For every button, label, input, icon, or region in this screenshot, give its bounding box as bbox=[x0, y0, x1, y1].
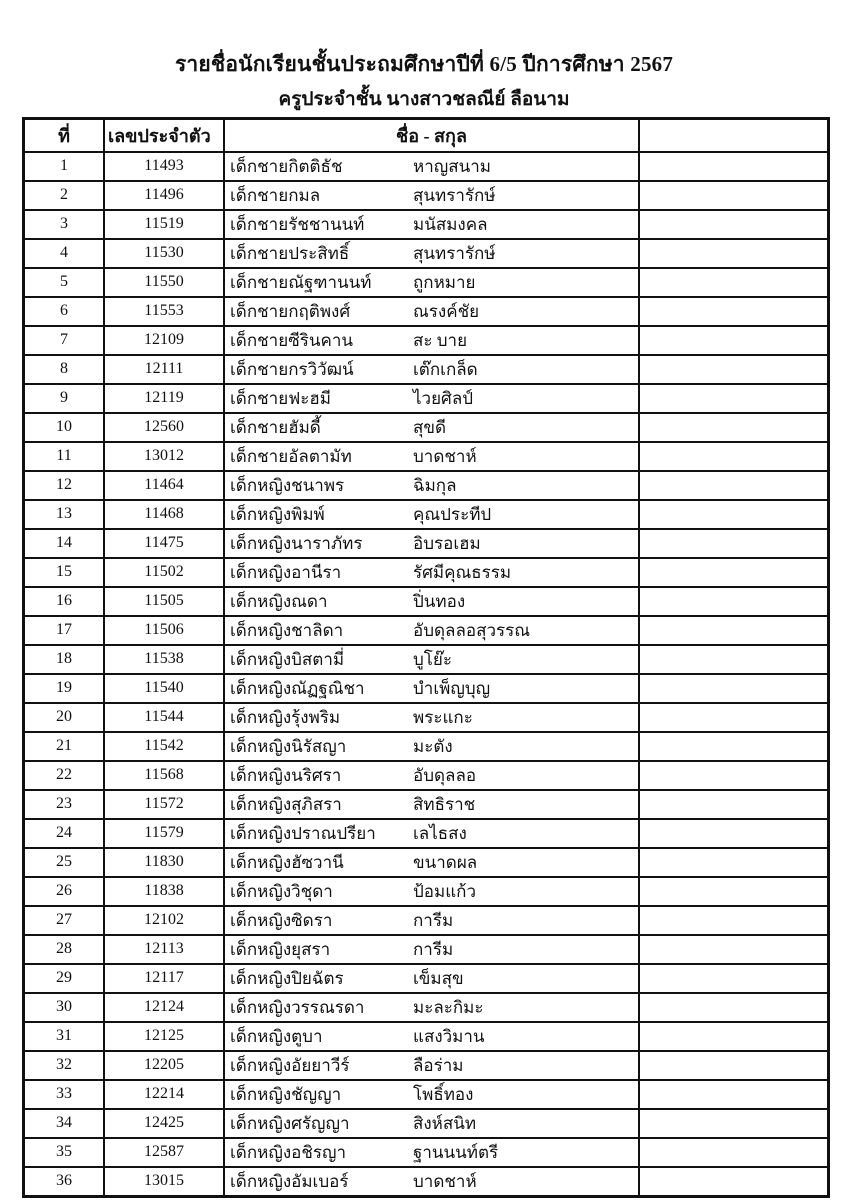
table-row bbox=[24, 877, 829, 906]
last-name: สิทธิราช bbox=[413, 794, 476, 814]
last-name: แสงวิมาน bbox=[413, 1026, 485, 1046]
last-name: สุขดี bbox=[413, 417, 447, 437]
first-name: เด็กชายซีรินคาน bbox=[230, 330, 354, 350]
row-number: 33 bbox=[24, 1080, 105, 1109]
last-name: การีม bbox=[413, 910, 454, 930]
student-id: 12587 bbox=[104, 1138, 224, 1167]
table-row bbox=[24, 1051, 829, 1080]
row-number: 8 bbox=[24, 355, 105, 384]
student-id: 13015 bbox=[104, 1167, 224, 1197]
student-id: 11838 bbox=[104, 877, 224, 906]
first-name: เด็กชายอัลตามัท bbox=[230, 446, 352, 466]
last-name: ถูกหมาย bbox=[413, 272, 476, 292]
table-row bbox=[24, 442, 829, 471]
first-name: เด็กหญิงณัฏฐณิชา bbox=[230, 678, 365, 698]
student-id: 12214 bbox=[104, 1080, 224, 1109]
student-name-cell bbox=[224, 152, 639, 181]
first-name: เด็กหญิงปราณปรียา bbox=[230, 823, 376, 843]
student-name-cell bbox=[224, 616, 639, 645]
table-row bbox=[24, 1167, 829, 1197]
student-name-cell bbox=[224, 848, 639, 877]
blank-cell bbox=[639, 471, 829, 500]
table-row bbox=[24, 616, 829, 645]
student-id: 11464 bbox=[104, 471, 224, 500]
student-id: 11553 bbox=[104, 297, 224, 326]
first-name: เด็กชายกรวิวัฒน์ bbox=[230, 359, 354, 379]
table-row bbox=[24, 152, 829, 181]
student-name-cell bbox=[224, 819, 639, 848]
blank-cell bbox=[639, 297, 829, 326]
table-row bbox=[24, 355, 829, 384]
blank-cell bbox=[639, 181, 829, 210]
blank-cell bbox=[639, 732, 829, 761]
row-number: 5 bbox=[24, 268, 105, 297]
table-row bbox=[24, 906, 829, 935]
table-row bbox=[24, 181, 829, 210]
row-number: 17 bbox=[24, 616, 105, 645]
blank-cell bbox=[639, 848, 829, 877]
row-number: 3 bbox=[24, 210, 105, 239]
student-name-cell bbox=[224, 384, 639, 413]
student-id: 11506 bbox=[104, 616, 224, 645]
student-id: 11830 bbox=[104, 848, 224, 877]
first-name: เด็กหญิงชัญญา bbox=[230, 1084, 342, 1104]
blank-cell bbox=[639, 1138, 829, 1167]
student-id: 11544 bbox=[104, 703, 224, 732]
last-name: มนัสมงคล bbox=[413, 214, 488, 234]
blank-cell bbox=[639, 500, 829, 529]
table-row bbox=[24, 703, 829, 732]
blank-cell bbox=[639, 1022, 829, 1051]
table-row bbox=[24, 587, 829, 616]
row-number: 23 bbox=[24, 790, 105, 819]
row-number: 19 bbox=[24, 674, 105, 703]
student-id: 12425 bbox=[104, 1109, 224, 1138]
blank-cell bbox=[639, 152, 829, 181]
student-id: 12205 bbox=[104, 1051, 224, 1080]
table-row bbox=[24, 964, 829, 993]
last-name: มะตัง bbox=[413, 736, 453, 756]
student-name-cell bbox=[224, 877, 639, 906]
col-header-blank bbox=[639, 119, 829, 152]
row-number: 32 bbox=[24, 1051, 105, 1080]
last-name: ปิ่นทอง bbox=[413, 591, 466, 611]
first-name: เด็กหญิงอัยยาวีร์ bbox=[230, 1055, 350, 1075]
blank-cell bbox=[639, 529, 829, 558]
row-number: 28 bbox=[24, 935, 105, 964]
table-row bbox=[24, 790, 829, 819]
student-id: 12109 bbox=[104, 326, 224, 355]
teacher-line: ครูประจำชั้น นางสาวชลณีย์ ลือนาม bbox=[278, 89, 570, 110]
table-row bbox=[24, 210, 829, 239]
row-number: 16 bbox=[24, 587, 105, 616]
blank-cell bbox=[639, 384, 829, 413]
student-id: 12111 bbox=[104, 355, 224, 384]
table-row bbox=[24, 558, 829, 587]
last-name: บาดชาห์ bbox=[413, 1171, 477, 1191]
student-id: 11572 bbox=[104, 790, 224, 819]
row-number: 10 bbox=[24, 413, 105, 442]
row-number: 15 bbox=[24, 558, 105, 587]
first-name: เด็กหญิงฮัซวานี bbox=[230, 852, 344, 872]
blank-cell bbox=[639, 355, 829, 384]
table-row bbox=[24, 732, 829, 761]
blank-cell bbox=[639, 413, 829, 442]
last-name: บำเพ็ญบุญ bbox=[413, 678, 491, 698]
header-row bbox=[24, 119, 829, 152]
table-row bbox=[24, 1022, 829, 1051]
last-name: สุนทรารักษ์ bbox=[413, 185, 496, 205]
first-name: เด็กหญิงศรัญญา bbox=[230, 1113, 350, 1133]
first-name: เด็กหญิงอชิรญา bbox=[230, 1142, 347, 1162]
student-name-cell bbox=[224, 297, 639, 326]
student-name-cell bbox=[224, 761, 639, 790]
row-number: 31 bbox=[24, 1022, 105, 1051]
student-name-cell bbox=[224, 210, 639, 239]
student-name-cell bbox=[224, 732, 639, 761]
last-name: โพธิ์ทอง bbox=[413, 1084, 474, 1104]
blank-cell bbox=[639, 935, 829, 964]
student-id: 11538 bbox=[104, 645, 224, 674]
table-row bbox=[24, 848, 829, 877]
student-name-cell bbox=[224, 326, 639, 355]
last-name: ฉิมกุล bbox=[413, 475, 457, 495]
student-name-cell bbox=[224, 1167, 639, 1197]
student-name-cell bbox=[224, 355, 639, 384]
table-body bbox=[24, 152, 829, 1197]
student-name-cell bbox=[224, 906, 639, 935]
student-id: 12113 bbox=[104, 935, 224, 964]
last-name: พระแกะ bbox=[413, 707, 473, 727]
last-name: อิบรอเฮม bbox=[413, 533, 481, 553]
blank-cell bbox=[639, 819, 829, 848]
first-name: เด็กหญิงณดา bbox=[230, 591, 328, 611]
student-name-cell bbox=[224, 790, 639, 819]
table-row bbox=[24, 413, 829, 442]
row-number: 29 bbox=[24, 964, 105, 993]
blank-cell bbox=[639, 558, 829, 587]
last-name: การีม bbox=[413, 939, 454, 959]
last-name: ฐานนนท์ตรี bbox=[413, 1142, 499, 1162]
table-row bbox=[24, 761, 829, 790]
first-name: เด็กหญิงนริศรา bbox=[230, 765, 342, 785]
row-number: 35 bbox=[24, 1138, 105, 1167]
student-id: 11579 bbox=[104, 819, 224, 848]
row-number: 20 bbox=[24, 703, 105, 732]
student-name-cell bbox=[224, 413, 639, 442]
table-row bbox=[24, 1109, 829, 1138]
blank-cell bbox=[639, 1051, 829, 1080]
first-name: เด็กชายกฤติพงศ์ bbox=[230, 301, 351, 321]
student-id: 11540 bbox=[104, 674, 224, 703]
last-name: สะ บาย bbox=[413, 330, 468, 350]
first-name: เด็กหญิงบิสตามี่ bbox=[230, 649, 345, 669]
table-row bbox=[24, 297, 829, 326]
student-id: 11493 bbox=[104, 152, 224, 181]
row-number: 30 bbox=[24, 993, 105, 1022]
student-name-cell bbox=[224, 993, 639, 1022]
blank-cell bbox=[639, 1109, 829, 1138]
student-name-cell bbox=[224, 471, 639, 500]
row-number: 11 bbox=[24, 442, 105, 471]
student-name-cell bbox=[224, 1080, 639, 1109]
last-name: ณรงค์ชัย bbox=[413, 301, 480, 321]
student-name-cell bbox=[224, 500, 639, 529]
row-number: 36 bbox=[24, 1167, 105, 1197]
last-name: คุณประทีป bbox=[413, 504, 492, 524]
first-name: เด็กหญิงนาราภัทร bbox=[230, 533, 363, 553]
student-name-cell bbox=[224, 645, 639, 674]
col-header-student-id: เลขประจำตัว bbox=[104, 119, 224, 152]
blank-cell bbox=[639, 674, 829, 703]
first-name: เด็กหญิงชนาพร bbox=[230, 475, 345, 495]
last-name: บาดชาห์ bbox=[413, 446, 477, 466]
student-id: 12125 bbox=[104, 1022, 224, 1051]
last-name: เต๊กเกล็ด bbox=[413, 359, 478, 379]
blank-cell bbox=[639, 761, 829, 790]
student-name-cell bbox=[224, 964, 639, 993]
page-title: รายชื่อนักเรียนชั้นประถมศึกษาปีที่ 6/5 ปีการศึกษา 2567 bbox=[174, 52, 674, 76]
table-row bbox=[24, 471, 829, 500]
student-name-cell bbox=[224, 558, 639, 587]
row-number: 21 bbox=[24, 732, 105, 761]
first-name: เด็กชายณัฐฑานนท์ bbox=[230, 272, 372, 292]
table-row bbox=[24, 819, 829, 848]
row-number: 9 bbox=[24, 384, 105, 413]
last-name: อับดุลลอ bbox=[413, 765, 477, 785]
first-name: เด็กหญิงนิรัสญา bbox=[230, 736, 347, 756]
first-name: เด็กหญิงซิดรา bbox=[230, 910, 333, 930]
col-header-no: ที่ bbox=[24, 119, 105, 152]
student-name-cell bbox=[224, 529, 639, 558]
student-name-cell bbox=[224, 1022, 639, 1051]
student-name-cell bbox=[224, 1109, 639, 1138]
table-row bbox=[24, 645, 829, 674]
blank-cell bbox=[639, 442, 829, 471]
first-name: เด็กหญิงตูบา bbox=[230, 1026, 323, 1046]
row-number: 1 bbox=[24, 152, 105, 181]
last-name: เข็มสุข bbox=[413, 968, 464, 988]
first-name: เด็กหญิงอานีรา bbox=[230, 562, 342, 582]
col-header-name: ชื่อ - สกุล bbox=[224, 119, 639, 152]
blank-cell bbox=[639, 239, 829, 268]
first-name: เด็กหญิงปิยฉัตร bbox=[230, 968, 344, 988]
row-number: 7 bbox=[24, 326, 105, 355]
row-number: 27 bbox=[24, 906, 105, 935]
student-id: 13012 bbox=[104, 442, 224, 471]
student-id: 11568 bbox=[104, 761, 224, 790]
table-row bbox=[24, 529, 829, 558]
student-id: 11496 bbox=[104, 181, 224, 210]
row-number: 34 bbox=[24, 1109, 105, 1138]
last-name: หาญสนาม bbox=[413, 156, 491, 176]
row-number: 24 bbox=[24, 819, 105, 848]
table-header bbox=[24, 119, 829, 152]
student-id: 11542 bbox=[104, 732, 224, 761]
blank-cell bbox=[639, 790, 829, 819]
blank-cell bbox=[639, 616, 829, 645]
student-id: 11519 bbox=[104, 210, 224, 239]
last-name: ลือร่าม bbox=[413, 1055, 464, 1075]
blank-cell bbox=[639, 645, 829, 674]
student-id: 11550 bbox=[104, 268, 224, 297]
table-row bbox=[24, 326, 829, 355]
last-name: มะละกิมะ bbox=[413, 997, 484, 1017]
student-id: 11502 bbox=[104, 558, 224, 587]
student-id: 12102 bbox=[104, 906, 224, 935]
row-number: 4 bbox=[24, 239, 105, 268]
student-id: 12124 bbox=[104, 993, 224, 1022]
row-number: 26 bbox=[24, 877, 105, 906]
first-name: เด็กชายฟะฮมี bbox=[230, 388, 331, 408]
student-id: 12560 bbox=[104, 413, 224, 442]
blank-cell bbox=[639, 964, 829, 993]
student-name-cell bbox=[224, 268, 639, 297]
blank-cell bbox=[639, 993, 829, 1022]
table-row bbox=[24, 674, 829, 703]
first-name: เด็กหญิงยุสรา bbox=[230, 939, 331, 959]
student-name-cell bbox=[224, 935, 639, 964]
student-name-cell bbox=[224, 1051, 639, 1080]
first-name: เด็กหญิงอัมเบอร์ bbox=[230, 1171, 349, 1191]
student-name-cell bbox=[224, 587, 639, 616]
row-number: 13 bbox=[24, 500, 105, 529]
student-roster-table bbox=[22, 117, 830, 1198]
student-id: 11505 bbox=[104, 587, 224, 616]
blank-cell bbox=[639, 703, 829, 732]
row-number: 2 bbox=[24, 181, 105, 210]
table-row bbox=[24, 384, 829, 413]
last-name: ไวยศิลป์ bbox=[413, 388, 474, 408]
table-row bbox=[24, 993, 829, 1022]
first-name: เด็กหญิงวิชุดา bbox=[230, 881, 333, 901]
last-name: สิงห์สนิท bbox=[413, 1113, 477, 1133]
last-name: เลไธสง bbox=[413, 823, 467, 843]
table-row bbox=[24, 268, 829, 297]
student-id: 11475 bbox=[104, 529, 224, 558]
student-id: 11530 bbox=[104, 239, 224, 268]
student-name-cell bbox=[224, 181, 639, 210]
blank-cell bbox=[639, 1080, 829, 1109]
row-number: 12 bbox=[24, 471, 105, 500]
blank-cell bbox=[639, 906, 829, 935]
first-name: เด็กหญิงวรรณรดา bbox=[230, 997, 365, 1017]
student-name-cell bbox=[224, 1138, 639, 1167]
table-row bbox=[24, 1138, 829, 1167]
table-row bbox=[24, 500, 829, 529]
last-name: อับดุลลอสุวรรณ bbox=[413, 620, 531, 640]
first-name: เด็กชายประสิทธิ์ bbox=[230, 243, 350, 263]
row-number: 18 bbox=[24, 645, 105, 674]
first-name: เด็กหญิงพิมพ์ bbox=[230, 504, 325, 524]
student-name-cell bbox=[224, 674, 639, 703]
student-id: 12117 bbox=[104, 964, 224, 993]
first-name: เด็กชายกิตติธัช bbox=[230, 156, 343, 176]
last-name: ป้อมแก้ว bbox=[413, 881, 477, 901]
last-name: ขนาดผล bbox=[413, 852, 478, 872]
first-name: เด็กชายกมล bbox=[230, 185, 321, 205]
blank-cell bbox=[639, 210, 829, 239]
blank-cell bbox=[639, 877, 829, 906]
first-name: เด็กหญิงชาลิดา bbox=[230, 620, 344, 640]
student-name-cell bbox=[224, 239, 639, 268]
student-name-cell bbox=[224, 703, 639, 732]
student-id: 11468 bbox=[104, 500, 224, 529]
first-name: เด็กชายฮัมดี้ bbox=[230, 417, 321, 437]
first-name: เด็กชายรัชชานนท์ bbox=[230, 214, 365, 234]
blank-cell bbox=[639, 326, 829, 355]
row-number: 6 bbox=[24, 297, 105, 326]
row-number: 25 bbox=[24, 848, 105, 877]
last-name: รัศมีคุณธรรม bbox=[413, 562, 512, 582]
first-name: เด็กหญิงรุ้งพริม bbox=[230, 707, 341, 727]
blank-cell bbox=[639, 587, 829, 616]
last-name: สุนทรารักษ์ bbox=[413, 243, 496, 263]
row-number: 22 bbox=[24, 761, 105, 790]
table-row bbox=[24, 239, 829, 268]
first-name: เด็กหญิงสุภิสรา bbox=[230, 794, 342, 814]
row-number: 14 bbox=[24, 529, 105, 558]
table-row bbox=[24, 1080, 829, 1109]
blank-cell bbox=[639, 1167, 829, 1197]
last-name: บูโย๊ะ bbox=[413, 649, 453, 669]
blank-cell bbox=[639, 268, 829, 297]
table-row bbox=[24, 935, 829, 964]
student-id: 12119 bbox=[104, 384, 224, 413]
student-name-cell bbox=[224, 442, 639, 471]
